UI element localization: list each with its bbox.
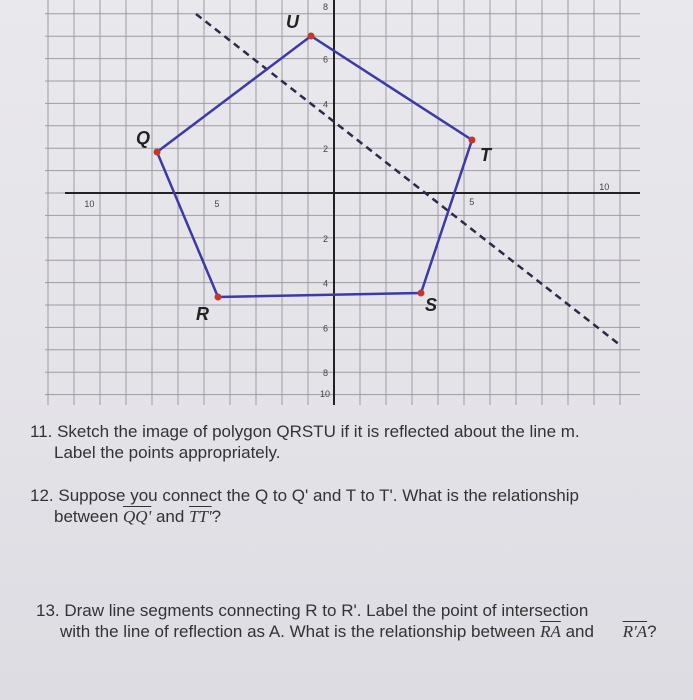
tick-label-y-neg2: 2 [323,233,329,244]
vertex-t [469,137,476,144]
q12-between: between [54,507,119,526]
q12-and: and [155,507,185,526]
vertex-q [154,149,161,156]
tick-label-y-neg6: 6 [323,323,329,334]
question-13-line3 [599,621,657,642]
q13-text: with the line of reflection as A. What is the relationship between [60,622,536,641]
point-label-q: Q [136,128,151,148]
tick-label-y-4: 4 [323,99,329,110]
point-label-s: S [425,295,438,315]
point-label-u: U [286,12,299,32]
grid-lines [45,0,640,405]
question-13-line2 [36,621,594,642]
tick-label-x-neg10: 10 [84,199,95,209]
tick-label-y-8: 8 [323,2,329,12]
tick-label-x-neg5: 5 [214,199,220,209]
question-11-line2: Label the points appropriately. [54,443,281,462]
tick-label-y-neg8: 8 [323,368,329,379]
tick-label-x-10: 10 [599,182,610,192]
segment-ra: $\overline{RA}$ [540,622,561,641]
q12-end: ? [211,507,222,526]
q13-and: and [565,622,594,641]
tick-label-y-6: 6 [323,54,329,65]
tick-labels [84,2,609,399]
vertex-u [308,33,315,40]
question-13 [36,600,676,642]
point-label-t: T [480,145,491,165]
segment-qq-prime: QQ' [123,507,152,526]
segment-r-prime-a: R'A [622,622,648,641]
tick-label-y-neg10: 10 [320,388,331,399]
tick-label-y-neg4: 4 [323,278,329,289]
question-11-line1: 11. Sketch the image of polygon QRSTU if it is reflected about the line m. [30,422,580,441]
segment-tt-prime: TT' [189,507,212,526]
tick-label-x-5: 5 [469,197,475,207]
question-12 [30,485,670,527]
question-13-line1: 13. Draw line segments connecting R to R'. Label the point of intersection [36,601,589,620]
vertex-s [418,290,425,297]
q13-end: ? [647,622,657,641]
point-label-r: R [196,304,209,324]
question-12-line2 [30,506,221,527]
tick-label-y-2: 2 [323,144,329,155]
axes [65,0,640,405]
question-12-line1: 12. Suppose you connect the Q to Q' and T to T'. What is the relationship [30,486,579,505]
question-11 [30,421,670,463]
vertex-r [215,294,222,301]
